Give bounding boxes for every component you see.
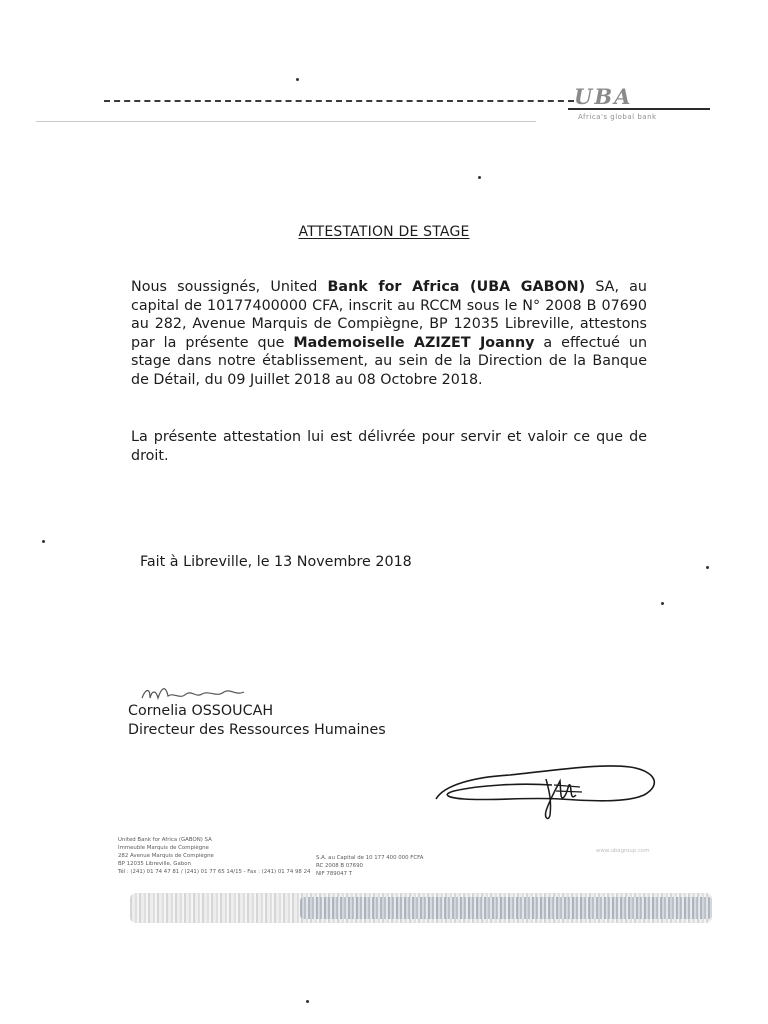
footer-line: 282 Avenue Marquis de Compiègne xyxy=(118,853,214,859)
footer-line: United Bank for Africa (GABON) SA xyxy=(118,837,212,843)
closing-paragraph: La présente attestation lui est délivrée pour servir et valoir ce que de droit. xyxy=(131,429,647,464)
signatory-name: Cornelia OSSOUCAH xyxy=(128,703,274,719)
footer-line: Tél : (241) 01 74 47 81 / (241) 01 77 65 14/15 - Fax : (241) 01 74 98 24 xyxy=(118,869,311,875)
footer-line: BP 12035 Libreville, Gabon xyxy=(118,861,191,867)
footer-line: Immeuble Marquis de Compiègne xyxy=(118,845,209,851)
header-faint-line xyxy=(36,121,536,122)
paragraph-text-a: Nous soussignés, United xyxy=(131,279,328,295)
footer-line: RC 2008 B 07690 xyxy=(316,863,363,869)
scan-speck xyxy=(42,540,45,543)
paragraph-text-c: SA, au capital de 10177400000 CFA, inscrit au RCCM sous le N° 2008 B 07690 au 282, Avenue Marquis de Compiègne, BP 12035 Libreville, attestons par la présente que xyxy=(131,279,647,351)
document-title-text: ATTESTATION DE STAGE xyxy=(298,224,470,240)
footer-website: www.ubagroup.com xyxy=(596,848,650,854)
paragraph-text-e: a effectué un stage dans notre établissement, au sein de la Direction de la Banque de Détail, du 09 Juillet 2018 au 08 Octobre 2018. xyxy=(131,334,648,388)
scan-speck xyxy=(706,566,709,569)
footer-address xyxy=(118,836,310,876)
document-title xyxy=(0,224,768,240)
signatory-title: Directeur des Ressources Humaines xyxy=(128,722,386,738)
place-date: Fait à Libreville, le 13 Novembre 2018 xyxy=(140,554,412,570)
footer-line: NIF 789047 T xyxy=(316,871,353,877)
header-rule xyxy=(104,100,574,102)
bank-name: Bank for Africa (UBA GABON) xyxy=(327,279,586,295)
handwritten-signature xyxy=(430,755,670,825)
footer-line: S.A. au Capital de 10 177 400 000 FCFA xyxy=(316,855,424,861)
attestation-paragraph xyxy=(131,278,647,389)
uba-logo: UBA xyxy=(574,84,633,109)
footer-band-dark xyxy=(300,897,712,919)
scan-speck xyxy=(661,602,664,605)
scan-speck xyxy=(306,1000,309,1003)
footer-legal xyxy=(316,854,423,878)
logo-tagline: Africa's global bank xyxy=(578,113,657,121)
scan-speck xyxy=(296,78,299,81)
intern-name: Mademoiselle AZIZET Joanny xyxy=(293,334,535,351)
scan-speck xyxy=(478,176,481,179)
